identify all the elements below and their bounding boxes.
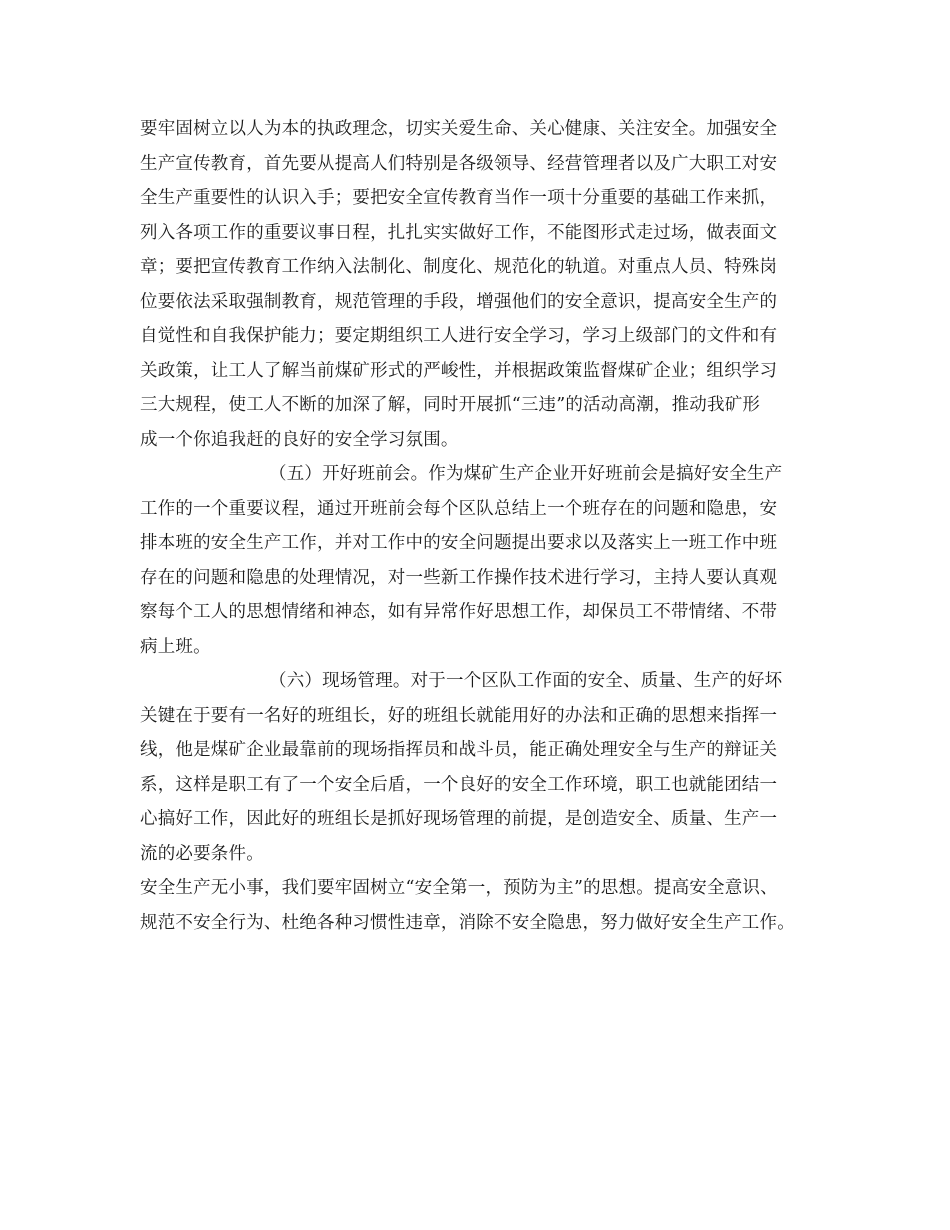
text-line: 位要依法采取强制教育，规范管理的手段，增强他们的安全意识，提高安全生产的 (140, 291, 778, 312)
section-heading-line: （六）现场管理。对于一个区队工作面的安全、质量、生产的好坏 (269, 671, 783, 691)
text-line: 规范不安全行为、杜绝各种习惯性违章，消除不安全隐患，努力做好安全生产工作。 (140, 912, 795, 933)
text-line: 察每个工人的思想情绪和神态，如有异常作好思想工作，却保员工不带情绪、不带 (140, 602, 778, 622)
text-line: 列入各项工作的重要议事日程，扎扎实实做好工作，不能图形式走过场，做表面文 (140, 222, 778, 243)
document-page (140, 112, 820, 940)
text-line: 系，这样是职工有了一个安全后盾，一个良好的安全工作环境，职工也就能团结一 (140, 774, 778, 795)
text-line: 安全生产无小事，我们要牢固树立“安全第一，预防为主”的思想。提高安全意识、 (140, 878, 778, 898)
text-line: 生产宣传教育，首先要从提高人们特别是各级领导、经营管理者以及广大职工对安 (140, 153, 778, 174)
text-line: 流的必要条件。 (140, 843, 264, 864)
text-line: 心搞好工作，因此好的班组长是抓好现场管理的前提，是创造安全、质量、生产一 (140, 809, 778, 829)
text-line: 章；要把宣传教育工作纳入法制化、制度化、规范化的轨道。对重点人员、特殊岗 (140, 257, 778, 277)
paragraph-conclusion (140, 871, 820, 940)
text-line: 三大规程，使工人不断的加深了解，同时开展抓“三违”的活动高潮，推动我矿形 (140, 395, 761, 415)
text-line: 自觉性和自我保护能力；要定期组织工人进行安全学习，学习上级部门的文件和有 (140, 326, 778, 346)
text-line: 线，他是煤矿企业最靠前的现场指挥员和战斗员，能正确处理安全与生产的辩证关 (140, 740, 778, 760)
text-line: 工作的一个重要议程，通过开班前会每个区队总结上一个班存在的问题和隐患，安 (140, 498, 778, 519)
text-line: 要牢固树立以人为本的执政理念，切实关爱生命、关心健康、关注安全。加强安全 (140, 119, 778, 139)
text-line: 全生产重要性的认识入手；要把安全宣传教育当作一项十分重要的基础工作来抓， (140, 188, 778, 208)
text-line: 排本班的安全生产工作，并对工作中的安全问题提出要求以及落实上一班工作中班 (140, 533, 778, 553)
text-line: 存在的问题和隐患的处理情况，对一些新工作操作技术进行学习，主持人要认真观 (140, 567, 778, 588)
paragraph-pre-shift-meeting (140, 457, 820, 664)
section-heading-line: （五）开好班前会。作为煤矿生产企业开好班前会是搞好安全生产 (269, 464, 783, 484)
text-line: 病上班。 (140, 636, 211, 657)
text-line: 成一个你追我赶的良好的安全学习氛围。 (140, 429, 459, 450)
paragraph-safety-education (140, 112, 820, 457)
paragraph-site-management (140, 664, 820, 871)
text-line: 关政策，让工人了解当前煤矿形式的严峻性，并根据政策监督煤矿企业；组织学习 (140, 360, 778, 381)
text-line: 关键在于要有一名好的班组长，好的班组长就能用好的办法和正确的思想来指挥一 (140, 705, 778, 726)
